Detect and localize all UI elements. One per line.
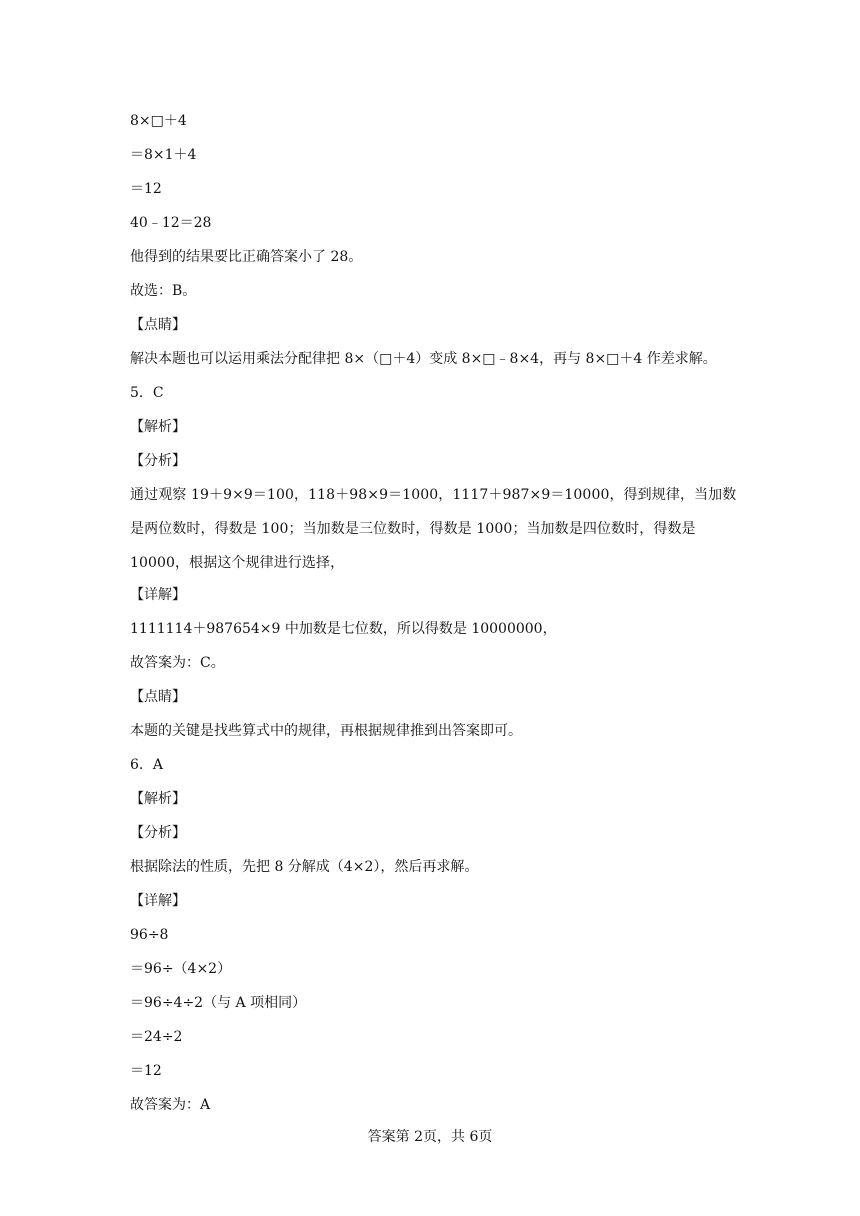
- text-line: 故答案为：C。: [130, 655, 225, 671]
- text-line: 1111114＋987654×9 中加数是七位数，所以得数是 10000000，: [130, 621, 557, 637]
- text-line: ＝8×1＋4: [130, 147, 197, 163]
- text-line: ＝12: [130, 1063, 162, 1079]
- section-heading: 【详解】: [130, 893, 186, 909]
- question-answer: 5．C: [130, 385, 164, 401]
- analysis-paragraph: 通过观察 19＋9×9＝100，118＋98×9＝1000，1117＋987×9＝10000，得到规律，当加数是两位数时，得数是 100；当加数是三位数时，得数是 1000；当加数是四位数时，得数是 10000，根据这个规律进行选择，: [130, 487, 737, 571]
- page-footer: 答案第 2页，共 6页: [367, 1129, 493, 1145]
- section-heading: 【解析】: [130, 791, 186, 807]
- text-line: ＝12: [130, 181, 162, 197]
- text-line: 本题的关键是找些算式中的规律，再根据规律推到出答案即可。: [130, 723, 522, 739]
- text-line: ＝96÷（4×2）: [130, 961, 232, 977]
- text-line: ＝24÷2: [130, 1029, 183, 1045]
- section-heading: 【点睛】: [130, 317, 186, 333]
- text-line: 96÷8: [130, 927, 169, 943]
- text-line: 他得到的结果要比正确答案小了 28。: [130, 249, 363, 265]
- text-line: 故选：B。: [130, 283, 197, 299]
- text-line: ＝96÷4÷2（与 A 项相同）: [130, 995, 307, 1011]
- section-heading: 【解析】: [130, 419, 186, 435]
- text-line: 解决本题也可以运用乘法分配律把 8×（□＋4）变成 8×□﹣8×4，再与 8×□＋4 作差求解。: [130, 351, 717, 367]
- text-line: 故答案为：A: [130, 1097, 211, 1113]
- section-heading: 【分析】: [130, 825, 186, 841]
- section-heading: 【分析】: [130, 453, 186, 469]
- section-heading: 【点睛】: [130, 689, 186, 705]
- section-heading: 【详解】: [130, 587, 186, 603]
- text-line: 8×□＋4: [130, 113, 187, 129]
- text-line: 40﹣12＝28: [130, 215, 212, 231]
- question-answer: 6．A: [130, 757, 164, 773]
- text-line: 根据除法的性质，先把 8 分解成（4×2），然后再求解。: [130, 859, 479, 875]
